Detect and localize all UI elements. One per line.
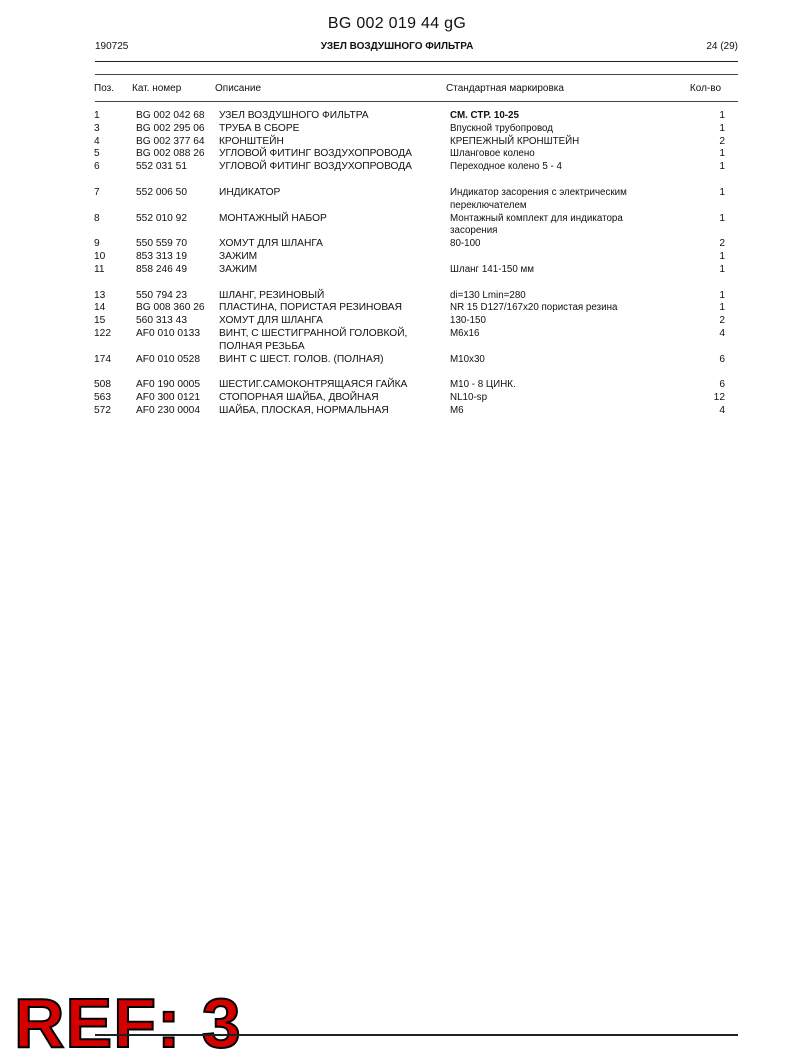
description-cell: СТОПОРНАЯ ШАЙБА, ДВОЙНАЯ [219,392,379,404]
description-cell: ШЕСТИГ.САМОКОНТРЯЩАЯСЯ ГАЙКА [219,379,408,391]
catalog-number-cell: 552 006 50 [136,186,187,198]
description-cell: ТРУБА В СБОРЕ [219,122,300,134]
quantity-cell: 1 [719,148,725,160]
pos-cell: 13 [94,289,106,301]
catalog-number-cell: 858 246 49 [136,263,187,275]
page-number: 24 (29) [706,41,738,52]
description-cell: ЗАЖИМ [219,263,258,275]
table-row [0,264,794,277]
standard-marking-cell: Шланговое колено [450,148,535,160]
quantity-cell: 1 [719,250,725,262]
table-row [0,187,794,213]
column-header-catalog-number: Кат. номер [132,83,182,94]
catalog-number-cell: 560 313 43 [136,315,187,327]
catalog-number-cell: BG 002 377 64 [136,135,205,147]
date-code: 190725 [95,41,129,52]
catalog-number-cell: 550 794 23 [136,289,187,301]
description-cell: ШАЙБА, ПЛОСКАЯ, НОРМАЛЬНАЯ [219,404,389,416]
document-number: BG 002 019 44 gG [327,15,467,32]
column-header-standard-marking: Стандартная маркировка [446,83,564,94]
description-cell: ВИНТ, С ШЕСТИГРАННОЙ ГОЛОВКОЙ, ПОЛНАЯ РЕЗЬБА [219,327,408,352]
standard-marking-cell: СМ. СТР. 10-25 [450,110,519,121]
standard-marking-cell: M6 [450,404,464,416]
catalog-number-cell: BG 002 042 68 [136,110,205,121]
table-row [0,302,794,315]
description-cell: ЗАЖИМ [219,250,258,262]
catalog-number-cell: 552 031 51 [136,161,187,173]
table-header-rule [95,101,738,102]
quantity-cell: 6 [719,379,725,391]
catalog-number-cell: 550 559 70 [136,238,187,250]
table-row [0,328,794,354]
quantity-cell: 4 [719,404,725,416]
description-cell: ХОМУТ ДЛЯ ШЛАНГА [219,238,323,250]
description-cell: ПЛАСТИНА, ПОРИСТАЯ РЕЗИНОВАЯ [219,302,402,314]
description-cell: УЗЕЛ ВОЗДУШНОГО ФИЛЬТРА [219,110,369,121]
quantity-cell: 4 [719,327,725,339]
table-row [0,148,794,161]
table-row [0,315,794,328]
standard-marking-cell: NL10-sp [450,392,488,404]
column-header-pos: Поз. [94,83,114,94]
pos-cell: 508 [94,379,111,391]
table-row [0,354,794,367]
table-row [0,392,794,405]
catalog-number-cell: BG 002 088 26 [136,148,205,160]
standard-marking-cell: 130-150 [450,315,486,327]
catalog-number-cell: AF0 010 0133 [136,327,201,339]
pos-cell: 10 [94,250,106,262]
table-top-rule [95,74,738,75]
section-title: УЗЕЛ ВОЗДУШНОГО ФИЛЬТРА [320,41,474,52]
quantity-cell: 1 [719,186,725,198]
parts-table [0,110,794,418]
standard-marking-cell: Переходное колено 5 - 4 [450,161,562,173]
pos-cell: 8 [94,212,100,224]
quantity-cell: 1 [719,212,725,224]
description-cell: УГЛОВОЙ ФИТИНГ ВОЗДУХОПРОВОДА [219,161,412,173]
description-cell: ШЛАНГ, РЕЗИНОВЫЙ [219,289,325,301]
description-cell: ИНДИКАТОР [219,186,281,198]
quantity-cell: 1 [719,289,725,301]
pos-cell: 14 [94,302,106,314]
catalog-number-cell: BG 002 295 06 [136,122,205,134]
standard-marking-cell: M6x16 [450,327,480,339]
header-divider [95,61,738,62]
quantity-cell: 1 [719,122,725,134]
reference-stamp: REF: 3 [14,984,242,1062]
pos-cell: 6 [94,161,100,173]
table-row [0,290,794,303]
table-row [0,161,794,174]
description-cell: КРОНШТЕЙН [219,135,284,147]
catalog-number-cell: 853 313 19 [136,250,187,262]
standard-marking-cell: di=130 Lmin=280 [450,289,526,301]
pos-cell: 5 [94,148,100,160]
description-cell: ХОМУТ ДЛЯ ШЛАНГА [219,315,323,327]
standard-marking-cell: M10 - 8 ЦИНК. [450,379,516,391]
quantity-cell: 1 [719,302,725,314]
standard-marking-cell: КРЕПЕЖНЫЙ КРОНШТЕЙН [450,135,580,147]
pos-cell: 1 [94,110,100,121]
catalog-number-cell: 552 010 92 [136,212,187,224]
table-row [0,110,794,123]
table-row [0,405,794,418]
table-row [0,213,794,239]
pos-cell: 563 [94,392,111,404]
column-header-quantity: Кол-во [689,83,721,94]
standard-marking-cell: Шланг 141-150 мм [450,263,534,275]
pos-cell: 9 [94,238,100,250]
quantity-cell: 12 [713,392,725,404]
table-row [0,251,794,264]
table-row [0,238,794,251]
table-row [0,123,794,136]
description-cell: УГЛОВОЙ ФИТИНГ ВОЗДУХОПРОВОДА [219,148,412,160]
standard-marking-cell: Впускной трубопровод [450,122,554,134]
quantity-cell: 1 [719,263,725,275]
standard-marking-cell: Монтажный комплект для индикатора засорения [450,212,623,237]
catalog-number-cell: AF0 230 0004 [136,404,201,416]
quantity-cell: 2 [719,238,725,250]
description-cell: МОНТАЖНЫЙ НАБОР [219,212,327,224]
pos-cell: 7 [94,186,100,198]
pos-cell: 15 [94,315,106,327]
catalog-number-cell: AF0 300 0121 [136,392,201,404]
pos-cell: 572 [94,404,111,416]
column-header-description: Описание [215,83,262,94]
pos-cell: 122 [94,327,111,339]
catalog-number-cell: AF0 190 0005 [136,379,201,391]
pos-cell: 3 [94,122,100,134]
standard-marking-cell: 80-100 [450,238,481,250]
footer-rule [95,1034,738,1036]
quantity-cell: 2 [719,315,725,327]
table-row [0,379,794,392]
description-cell: ВИНТ С ШЕСТ. ГОЛОВ. (ПОЛНАЯ) [219,353,384,365]
table-row [0,136,794,149]
catalog-number-cell: BG 008 360 26 [136,302,205,314]
standard-marking-cell: Индикатор засорения с электрическим переключателем [450,186,627,211]
pos-cell: 4 [94,135,100,147]
quantity-cell: 2 [719,135,725,147]
quantity-cell: 1 [719,161,725,173]
catalog-number-cell: AF0 010 0528 [136,353,201,365]
quantity-cell: 1 [719,110,725,121]
pos-cell: 174 [94,353,111,365]
quantity-cell: 6 [719,353,725,365]
standard-marking-cell: NR 15 D127/167x20 пористая резина [450,302,618,314]
standard-marking-cell: M10x30 [450,353,485,365]
pos-cell: 11 [94,263,105,275]
